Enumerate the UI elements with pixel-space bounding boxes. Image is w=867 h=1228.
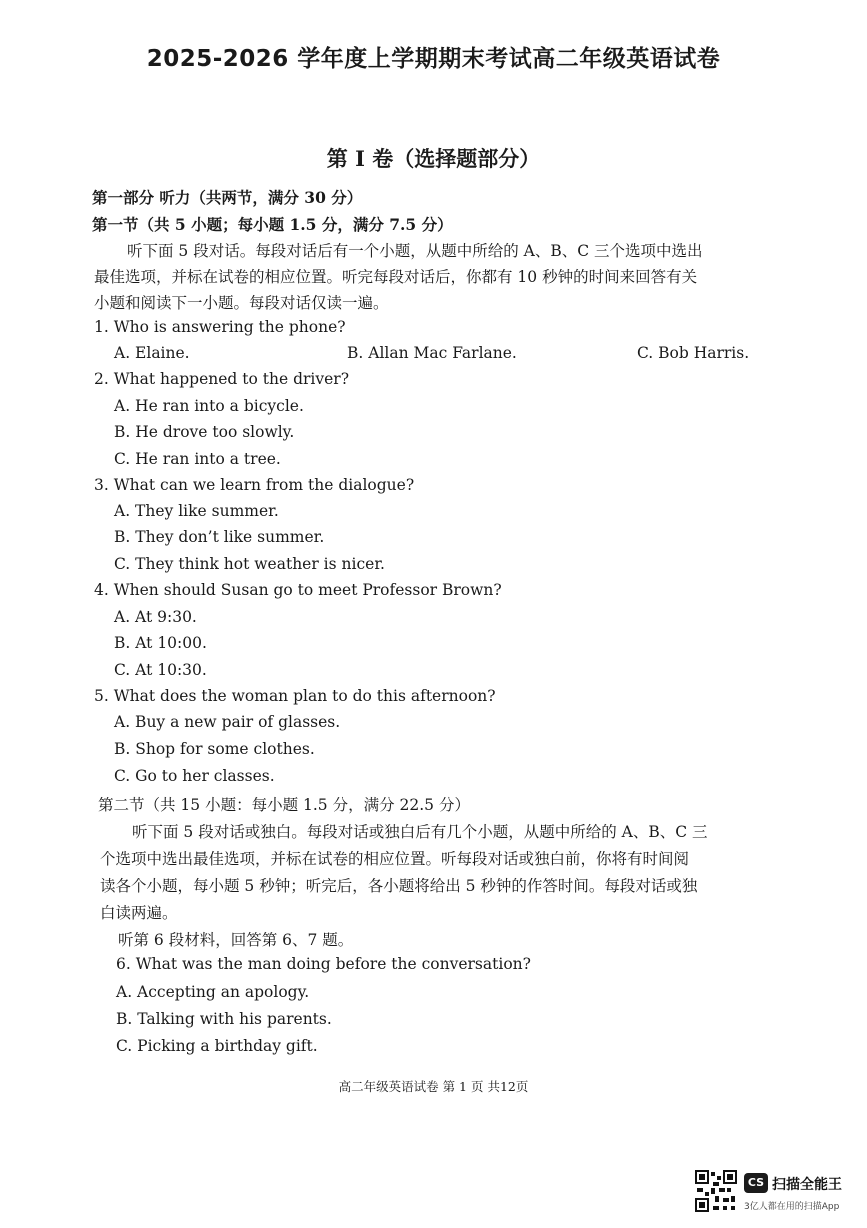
section1-instruction-line: 最佳选项，并标在试卷的相应位置。听完每段对话后，你都有 10 秒钟的时间来回答有关 [94, 268, 698, 286]
volume-subtitle: 第 I 卷（选择题部分） [326, 146, 541, 171]
option-c: C. Go to her classes. [114, 767, 275, 785]
option-a: A. At 9:30. [114, 608, 197, 626]
section1-instruction-line: 小题和阅读下一小题。每段对话仅读一遍。 [94, 294, 389, 312]
option-b: B. He drove too slowly. [114, 423, 295, 441]
material-note: 听第 6 段材料，回答第 6、7 题。 [118, 931, 354, 949]
question-stem: 5. What does the woman plan to do this afternoon? [94, 687, 496, 705]
option-a: A. Buy a new pair of glasses. [114, 713, 341, 731]
option-b: B. Shop for some clothes. [114, 740, 315, 758]
question-stem: 3. What can we learn from the dialogue? [94, 476, 415, 494]
exam-title: 2025-2026 学年度上学期期末考试高二年级英语试卷 [146, 46, 721, 72]
section2-instruction-line: 读各个小题，每小题 5 秒钟；听完后，各小题将给出 5 秒钟的作答时间。每段对话或独 [100, 877, 698, 895]
section2-instruction-line: 白读两遍。 [100, 904, 178, 922]
option-b: B. At 10:00. [114, 634, 207, 652]
section2-instruction-line: 个选项中选出最佳选项，并标在试卷的相应位置。听每段对话或独白前，你将有时间阅 [100, 850, 690, 868]
option-b: B. Talking with his parents. [116, 1010, 332, 1028]
option-a: A. They like summer. [114, 502, 279, 520]
scanner-logo-badge: CS [744, 1173, 768, 1193]
option-a: A. He ran into a bicycle. [114, 397, 304, 415]
section1-heading: 第一节（共 5 小题；每小题 1.5 分，满分 7.5 分） [92, 215, 453, 234]
question-stem: 6. What was the man doing before the conversation? [116, 955, 531, 973]
section1-instruction-line: 听下面 5 段对话。每段对话后有一个小题，从题中所给的 A、B、C 三个选项中选出 [127, 242, 703, 260]
option-c: C. He ran into a tree. [114, 450, 281, 468]
page-footer: 高二年级英语试卷 第 1 页 共12页 [338, 1079, 529, 1094]
option-c: C. Bob Harris. [637, 344, 750, 362]
scanner-app-slogan: 3亿人都在用的扫描App [744, 1202, 840, 1212]
option-a: A. Accepting an apology. [116, 983, 310, 1001]
qr-code-icon [695, 1170, 737, 1212]
option-a: A. Elaine. [114, 344, 190, 362]
option-b: B. They don’t like summer. [114, 528, 325, 546]
option-b: B. Allan Mac Farlane. [347, 344, 517, 362]
section2-heading: 第二节（共 15 小题：每小题 1.5 分，满分 22.5 分） [98, 796, 470, 814]
question-stem: 1. Who is answering the phone? [94, 318, 346, 336]
option-c: C. They think hot weather is nicer. [114, 555, 385, 573]
option-c: C. Picking a birthday gift. [116, 1037, 318, 1055]
question-stem: 2. What happened to the driver? [94, 370, 350, 388]
option-c: C. At 10:30. [114, 661, 207, 679]
part1-heading: 第一部分 听力（共两节，满分 30 分） [92, 188, 363, 207]
scanner-app-name: 扫描全能王 [772, 1177, 842, 1193]
section2-instruction-line: 听下面 5 段对话或独白。每段对话或独白后有几个小题，从题中所给的 A、B、C 三 [132, 823, 708, 841]
question-stem: 4. When should Susan go to meet Professor Brown? [94, 581, 502, 599]
